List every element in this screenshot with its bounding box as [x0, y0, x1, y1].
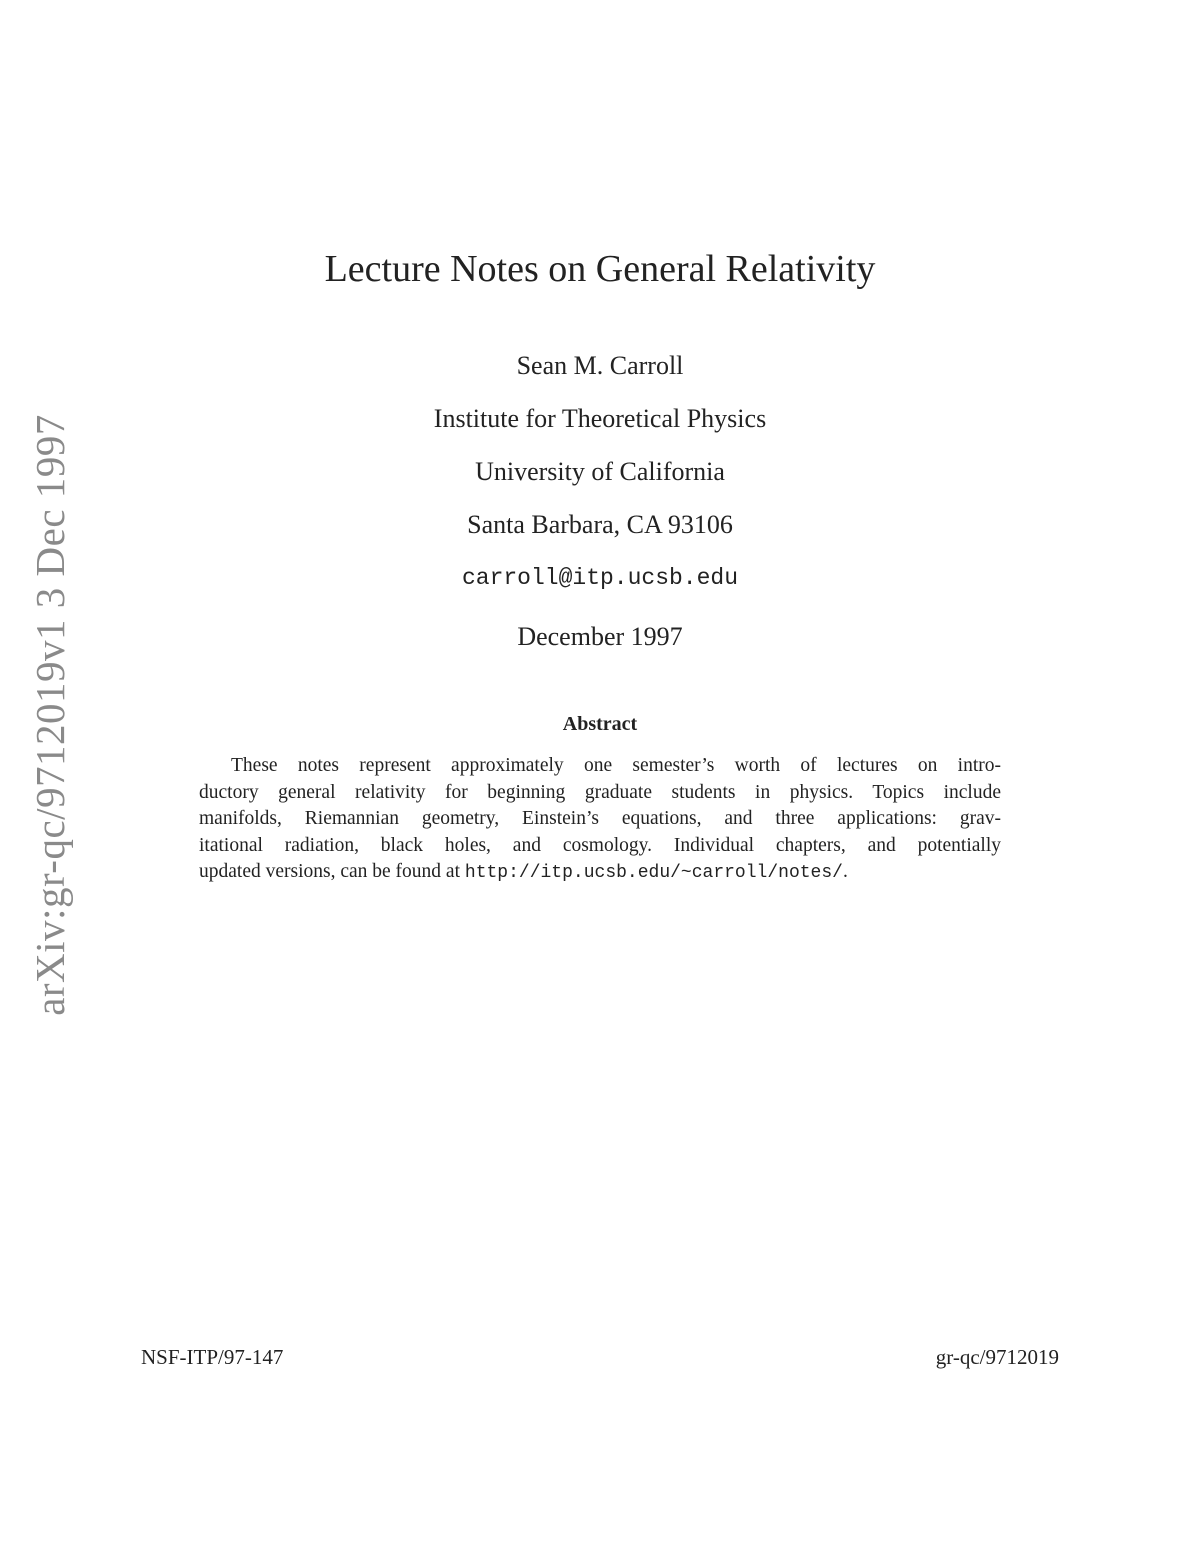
abstract-last-line-period: .	[842, 861, 848, 883]
paper-title: Lecture Notes on General Relativity	[324, 248, 876, 290]
affiliation-university: University of California	[475, 457, 725, 486]
author-email: carroll@itp.ucsb.edu	[461, 565, 739, 591]
author-name: Sean M. Carroll	[516, 351, 684, 380]
notes-url-link[interactable]: http://itp.ucsb.edu/~carroll/notes/	[464, 863, 843, 884]
abstract-line: itational radiation, black holes, and cosmology. Individual chapters, and potentially	[199, 834, 1001, 856]
abstract-last-line	[199, 859, 1001, 887]
abstract-last-line-text: updated versions, can be found at	[199, 861, 465, 883]
affiliation-institute: Institute for Theoretical Physics	[433, 404, 767, 433]
paper-date: December 1997	[517, 622, 683, 651]
report-number: NSF-ITP/97-147	[141, 1345, 284, 1369]
arxiv-identifier: gr-qc/9712019	[935, 1345, 1059, 1369]
abstract-body	[199, 753, 1001, 887]
affiliation-location: Santa Barbara, CA 93106	[467, 510, 733, 539]
abstract-heading: Abstract	[562, 713, 638, 735]
arxiv-side-stamp: arXiv:gr-qc/9712019v1 3 Dec 1997	[27, 414, 73, 1016]
abstract-line: ductory general relativity for beginning graduate students in physics. Topics include	[199, 781, 1001, 803]
abstract-line: manifolds, Riemannian geometry, Einstein’s equations, and three applications: grav-	[199, 808, 1001, 830]
abstract-line: These notes represent approximately one semester’s worth of lectures on intro-	[231, 755, 1001, 776]
